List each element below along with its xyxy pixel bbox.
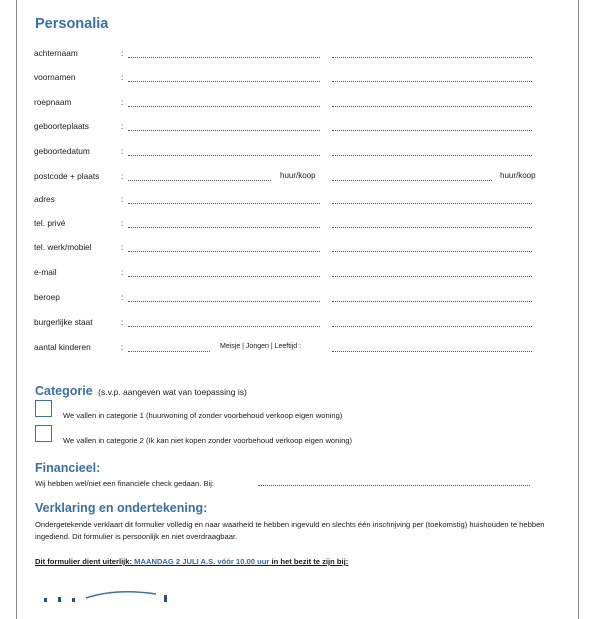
field-row-voornamen [34,72,574,86]
field-label: adres [34,194,55,204]
financieel-text: Wij hebben wel/niet een financiële check gedaan. Bij: [35,479,214,488]
financieel-heading: Financieel: [35,461,101,475]
categorie-note: (s.v.p. aangeven wat van toepassing is) [98,387,247,397]
huur-koop-label: huur/koop [280,171,316,180]
categorie-1-checkbox[interactable] [35,400,52,417]
field-row-postcode [34,171,574,185]
deadline-date: MAANDAG 2 JULI A.S. vóór 10.00 uur [134,557,270,566]
field-label: roepnaam [34,97,72,107]
categorie-1-label [63,411,342,420]
email-input[interactable] [128,267,320,277]
field-colon: : [121,48,124,58]
kinderen-input[interactable] [128,342,210,352]
voornamen-input[interactable] [128,72,320,82]
kinderen-suffix-label: Meisje | Jongen | Leeftijd : [220,343,302,350]
categorie-2-label [63,436,352,445]
field-row-burgerlijke-staat [34,317,574,331]
field-label: voornamen [34,72,76,82]
field-row-geboorteplaats [34,121,574,135]
adres-input-2[interactable] [332,194,532,204]
field-label: tel. werk/mobiel [34,242,92,252]
categorie-heading [35,384,247,398]
postcode-input[interactable] [128,171,271,181]
verklaring-heading: Verklaring en ondertekening: [35,501,208,515]
field-label: burgerlijke staat [34,317,93,327]
field-colon: : [121,72,124,82]
postcode-input-2[interactable] [332,171,492,181]
logo-mark-4 [164,595,167,602]
logo-mark-3 [72,598,75,602]
field-row-beroep [34,292,574,306]
field-colon: : [121,242,124,252]
huur-koop-label-2: huur/koop [500,171,536,180]
achternaam-input-2[interactable] [332,48,532,58]
categorie-heading-text: Categorie [35,384,93,398]
field-row-geboortedatum [34,146,574,160]
tel-werk-input-2[interactable] [332,242,532,252]
geboortedatum-input[interactable] [128,146,320,156]
field-colon: : [121,317,124,327]
field-colon: : [121,121,124,131]
deadline-line [35,557,348,566]
field-colon: : [121,218,124,228]
achternaam-input[interactable] [128,48,320,58]
email-input-2[interactable] [332,267,532,277]
field-row-roepnaam [34,97,574,111]
field-row-email [34,267,574,281]
field-row-tel-werk [34,242,574,256]
geboortedatum-input-2[interactable] [332,146,532,156]
geboorteplaats-input[interactable] [128,121,320,131]
geboorteplaats-input-2[interactable] [332,121,532,131]
field-label: achternaam [34,48,78,58]
tel-werk-input[interactable] [128,242,320,252]
burgerlijke-staat-input-2[interactable] [332,317,532,327]
field-row-tel-prive [34,218,574,232]
roepnaam-input[interactable] [128,97,320,107]
categorie-2-prefix: We vallen in categorie 2 [63,436,144,445]
categorie-2-checkbox[interactable] [35,425,52,442]
categorie-2-suffix: (Ik kan niet kopen zonder voorbehoud verkoop eigen woning) [146,436,353,445]
field-colon: : [121,97,124,107]
field-row-kinderen [34,342,574,356]
company-logo [36,582,196,602]
roepnaam-input-2[interactable] [332,97,532,107]
field-label: beroep [34,292,60,302]
tel-prive-input-2[interactable] [332,218,532,228]
personalia-heading: Personalia [35,16,109,32]
beroep-input-2[interactable] [332,292,532,302]
field-colon: : [121,292,124,302]
voornamen-input-2[interactable] [332,72,532,82]
field-label: geboorteplaats [34,121,89,131]
field-colon: : [121,267,124,277]
kinderen-input-2[interactable] [332,342,532,352]
field-colon: : [121,194,124,204]
categorie-1-prefix: We vallen in categorie 1 [63,411,144,420]
logo-swoosh [86,592,156,598]
field-label: aantal kinderen [34,342,91,352]
tel-prive-input[interactable] [128,218,320,228]
beroep-input[interactable] [128,292,320,302]
burgerlijke-staat-input[interactable] [128,317,320,327]
field-row-achternaam [34,48,574,62]
field-colon: : [121,171,124,181]
field-label: postcode + plaats [34,171,100,181]
field-label: tel. privé [34,218,66,228]
deadline-prefix: Dit formulier dient uiterlijk: [35,557,133,566]
adres-input[interactable] [128,194,320,204]
categorie-1-suffix: (huurwoning of zonder voorbehoud verkoop eigen woning) [146,411,343,420]
field-label: geboortedatum [34,146,90,156]
logo-mark-1 [44,598,47,602]
verklaring-text: Ondergetekende verklaart dit formulier volledig en naar waarheid te hebben ingevuld en slechts één inschrijving per (toekomstig) huishouden te hebben ingediend. Dit formulier is persoonlijk en niet overdraagbaar. [35,520,545,541]
field-row-adres [34,194,574,208]
field-colon: : [121,342,124,352]
financieel-input[interactable] [258,476,530,486]
field-label: e-mail [34,267,57,277]
deadline-suffix: in het bezit te zijn bij: [271,557,349,566]
field-colon: : [121,146,124,156]
